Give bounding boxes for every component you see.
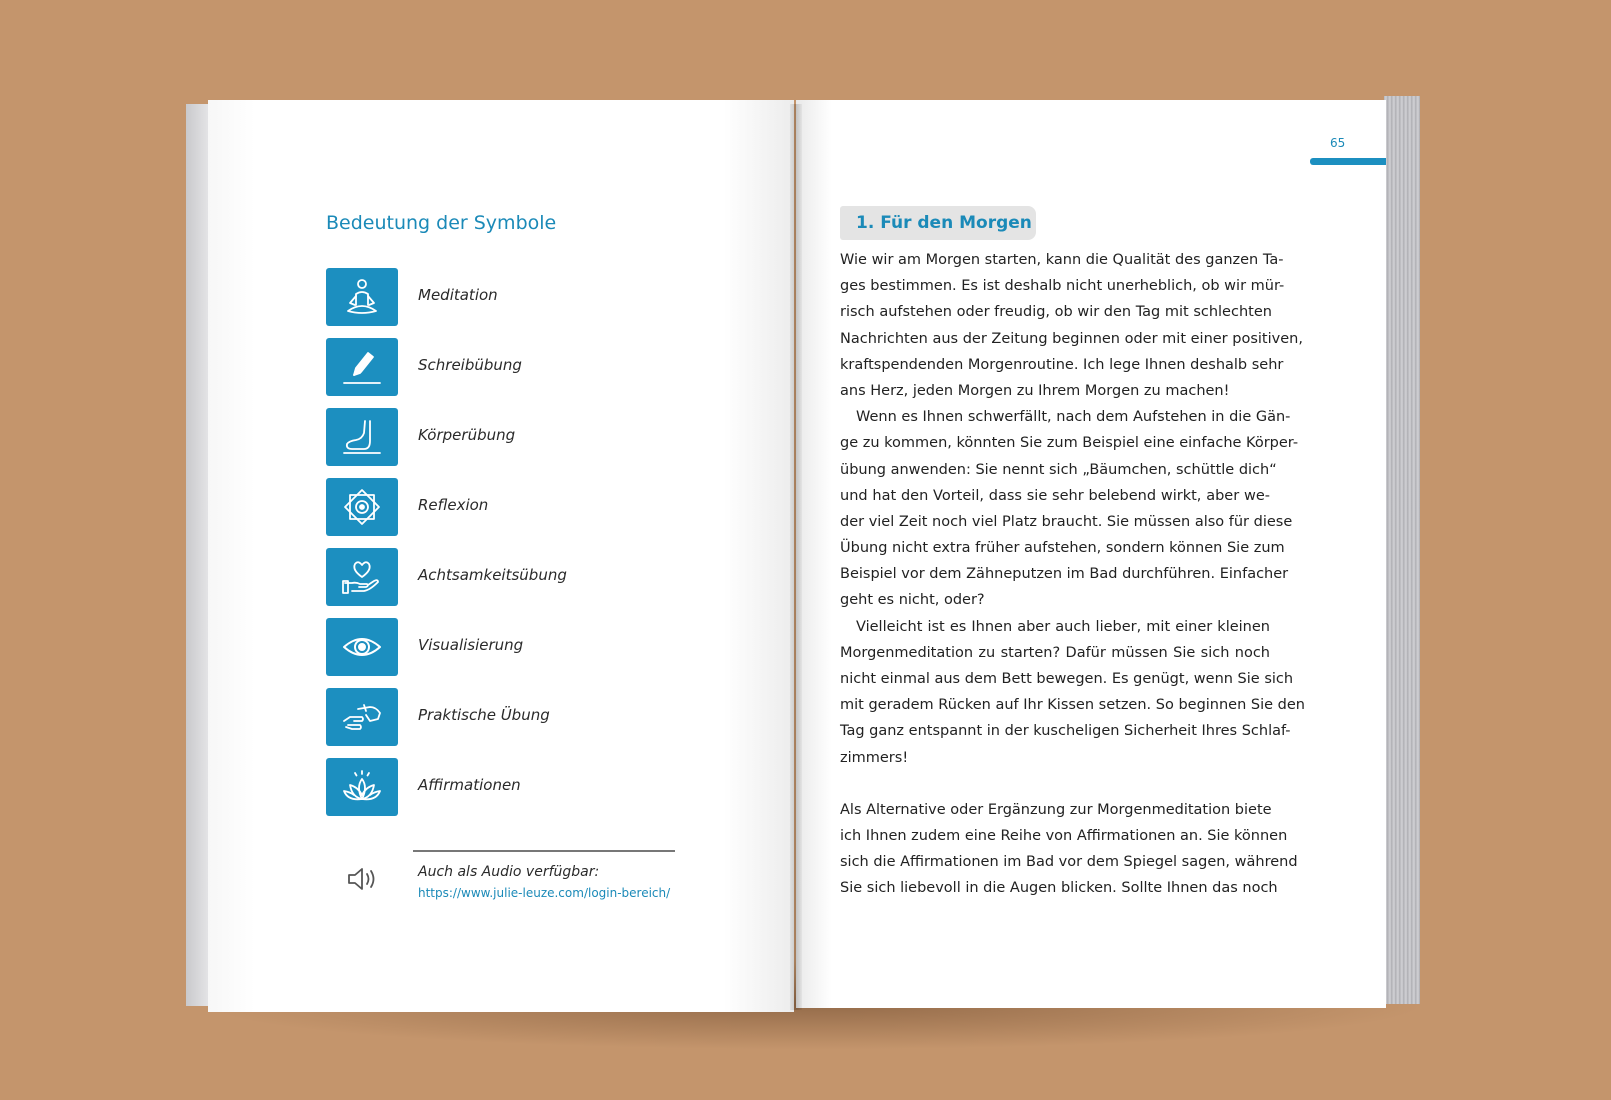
symbol-label: Achtsamkeitsübung (418, 566, 567, 584)
text-line: geht es nicht, oder? (840, 592, 985, 609)
book-gutter (790, 104, 802, 1010)
mandala-icon (326, 478, 398, 536)
right-page (796, 100, 1386, 1008)
text-line: nicht einmal aus dem Bett bewegen. Es genügt, wenn Sie sich (840, 671, 1294, 687)
symbol-label: Körperübung (418, 426, 516, 444)
symbol-label: Reflexion (418, 496, 489, 514)
text-line: kraftspendenden Morgenroutine. Ich lege Ihnen deshalb sehr (840, 356, 1284, 373)
body-text (840, 247, 1305, 902)
speaker-icon (346, 864, 380, 894)
audio-link[interactable]: https://www.julie-leuze.com/login-bereich/ (418, 886, 671, 900)
symbol-row-affirmationen (326, 758, 686, 816)
eye-icon (326, 618, 398, 676)
pencil-icon (326, 338, 398, 396)
text-line: ge zu kommen, könnten Sie zum Beispiel eine einfache Körper- (840, 435, 1299, 452)
symbol-label: Affirmationen (418, 776, 521, 794)
text-line: und hat den Vorteil, dass sie sehr belebend wirkt, aber we- (840, 487, 1270, 504)
text-line: ich Ihnen zudem eine Reihe von Affirmationen an. Sie können (840, 827, 1288, 844)
text-line: übung anwenden: Sie nennt sich „Bäumchen, schüttle dich“ (840, 461, 1277, 478)
symbol-row-reflexion (326, 478, 686, 536)
text-line: Nachrichten aus der Zeitung beginnen oder mit einer positiven, (840, 330, 1303, 347)
heart-hand-icon (326, 548, 398, 606)
symbol-label: Schreibübung (418, 356, 522, 374)
text-line: der viel Zeit noch viel Platz braucht. Sie müssen also für diese (840, 513, 1293, 530)
symbol-label: Visualisierung (418, 636, 524, 654)
page-number-bar (1310, 158, 1386, 165)
text-line: Morgenmeditation zu starten? Dafür müssen Sie sich noch (840, 644, 1270, 661)
divider (413, 850, 675, 852)
text-line: Beispiel vor dem Zähneputzen im Bad durchführen. Einfacher (840, 566, 1289, 583)
text-line: Sie sich liebevoll in die Augen blicken. Sollte Ihnen das noch (840, 880, 1278, 897)
meditation-icon (326, 268, 398, 326)
symbol-row-meditation (326, 268, 686, 326)
left-page (208, 100, 794, 1012)
hands-icon (326, 688, 398, 746)
text-line: zimmers! (840, 749, 909, 766)
foot-icon (326, 408, 398, 466)
text-line: ges bestimmen. Es ist deshalb nicht unerheblich, ob wir mür- (840, 278, 1285, 295)
symbol-label: Meditation (418, 286, 498, 304)
text-line: risch aufstehen oder freudig, ob wir den Tag mit schlechten (840, 304, 1272, 321)
lotus-icon (326, 758, 398, 816)
symbols-title: Bedeutung der Symbole (326, 212, 557, 234)
symbol-label: Praktische Übung (418, 706, 550, 724)
text-line: Wenn es Ihnen schwerfällt, nach dem Aufstehen in die Gän- (856, 409, 1291, 426)
symbol-row-praktische-uebung (326, 688, 686, 746)
text-line: Als Alternative oder Ergänzung zur Morgenmeditation biete (840, 801, 1272, 818)
chapter-title: 1. Für den Morgen (856, 213, 1032, 233)
page-number: 65 (1330, 136, 1346, 150)
paragraph-gap (840, 771, 1270, 797)
symbol-row-visualisierung (326, 618, 686, 676)
text-line: ans Herz, jeden Morgen zu Ihrem Morgen zu machen! (840, 382, 1230, 399)
text-line: Übung nicht extra früher aufstehen, sondern können Sie zum (840, 540, 1285, 557)
right-page-edge (1384, 96, 1420, 1004)
text-line: Tag ganz entspannt in der kuscheligen Sicherheit Ihres Schlaf- (840, 723, 1291, 740)
audio-label: Auch als Audio verfügbar: (418, 864, 600, 880)
symbol-row-koerperuebung (326, 408, 686, 466)
symbol-row-achtsamkeitsuebung (326, 548, 686, 606)
text-line: mit geradem Rücken auf Ihr Kissen setzen. So beginnen Sie den (840, 697, 1305, 714)
text-line: Vielleicht ist es Ihnen aber auch lieber, mit einer kleinen (856, 618, 1270, 635)
text-line: sich die Affirmationen im Bad vor dem Spiegel sagen, während (840, 854, 1298, 871)
text-line: Wie wir am Morgen starten, kann die Qualität des ganzen Ta- (840, 252, 1284, 268)
symbol-row-schreibuebung (326, 338, 686, 396)
